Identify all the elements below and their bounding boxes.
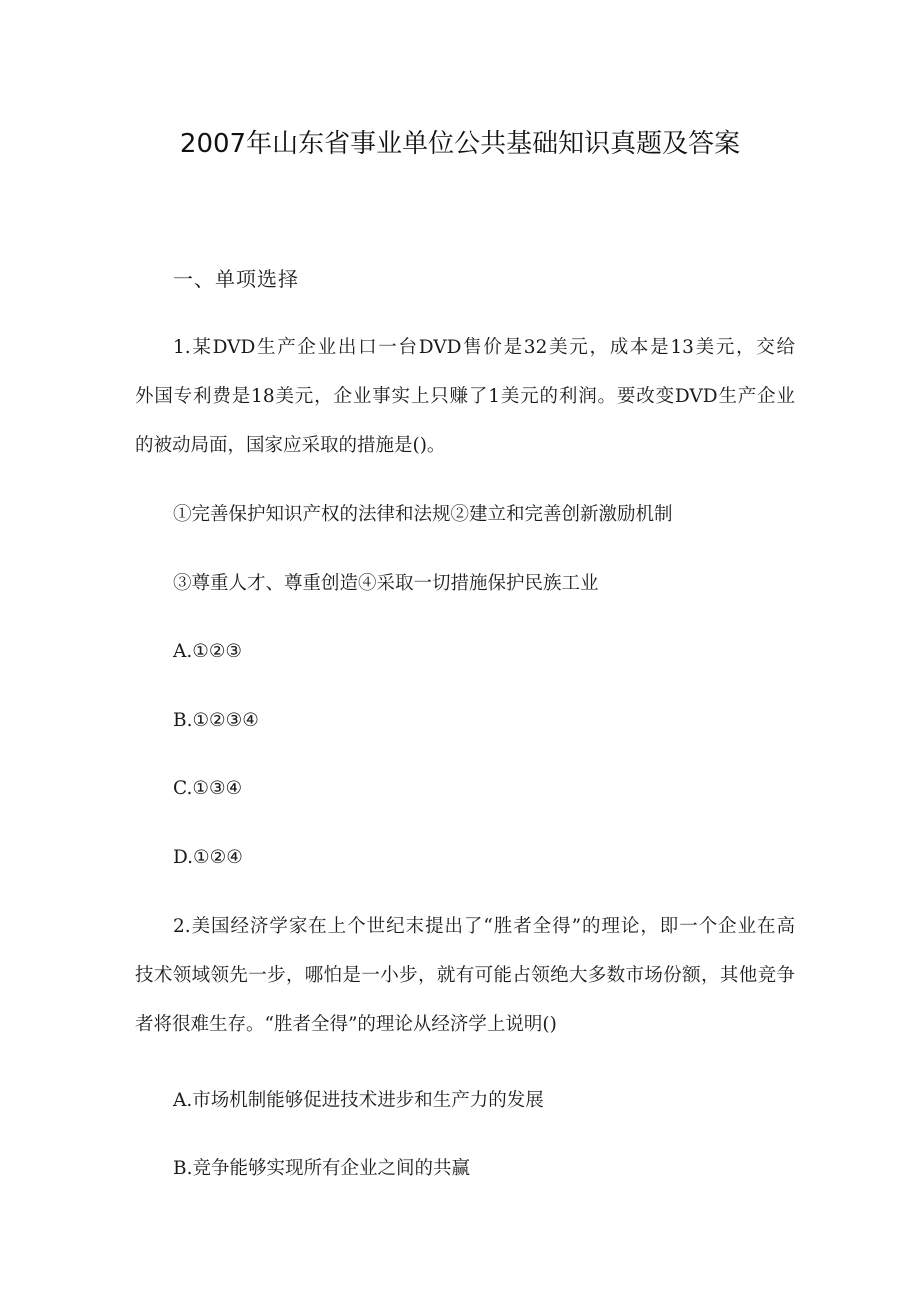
question-1-line-2: 外国专利费是18美元，企业事实上只赚了1美元的利润。要改变DVD生产企业 — [135, 386, 795, 407]
section-heading: 一、单项选择 — [173, 267, 299, 291]
question-1-option-b: B.①②③④ — [173, 710, 259, 731]
question-2-option-b: B.竞争能够实现所有企业之间的共赢 — [173, 1158, 470, 1179]
question-1-option-d: D.①②④ — [173, 847, 243, 868]
question-2-line-2: 技术领域领先一步，哪怕是一小步，就有可能占领绝大多数市场份额，其他竞争 — [135, 965, 795, 986]
question-2-option-a: A.市场机制能够促进技术进步和生产力的发展 — [173, 1090, 544, 1111]
question-1-line-1: 1.某DVD生产企业出口一台DVD售价是32美元，成本是13美元，交给 — [173, 337, 795, 358]
question-2-line-3: 者将很难生存。“胜者全得”的理论从经济学上说明() — [135, 1014, 557, 1035]
question-1-statement-1: ①完善保护知识产权的法律和法规②建立和完善创新激励机制 — [173, 504, 673, 525]
document-title: 2007年山东省事业单位公共基础知识真题及答案 — [179, 129, 741, 159]
question-2-line-1: 2.美国经济学家在上个世纪末提出了“胜者全得”的理论，即一个企业在高 — [173, 916, 795, 937]
question-1-option-c: C.①③④ — [173, 778, 243, 799]
question-1-option-a: A.①②③ — [173, 641, 242, 662]
question-1-statement-2: ③尊重人才、尊重创造④采取一切措施保护民族工业 — [173, 573, 599, 594]
question-1-line-3: 的被动局面，国家应采取的措施是()。 — [135, 435, 446, 456]
